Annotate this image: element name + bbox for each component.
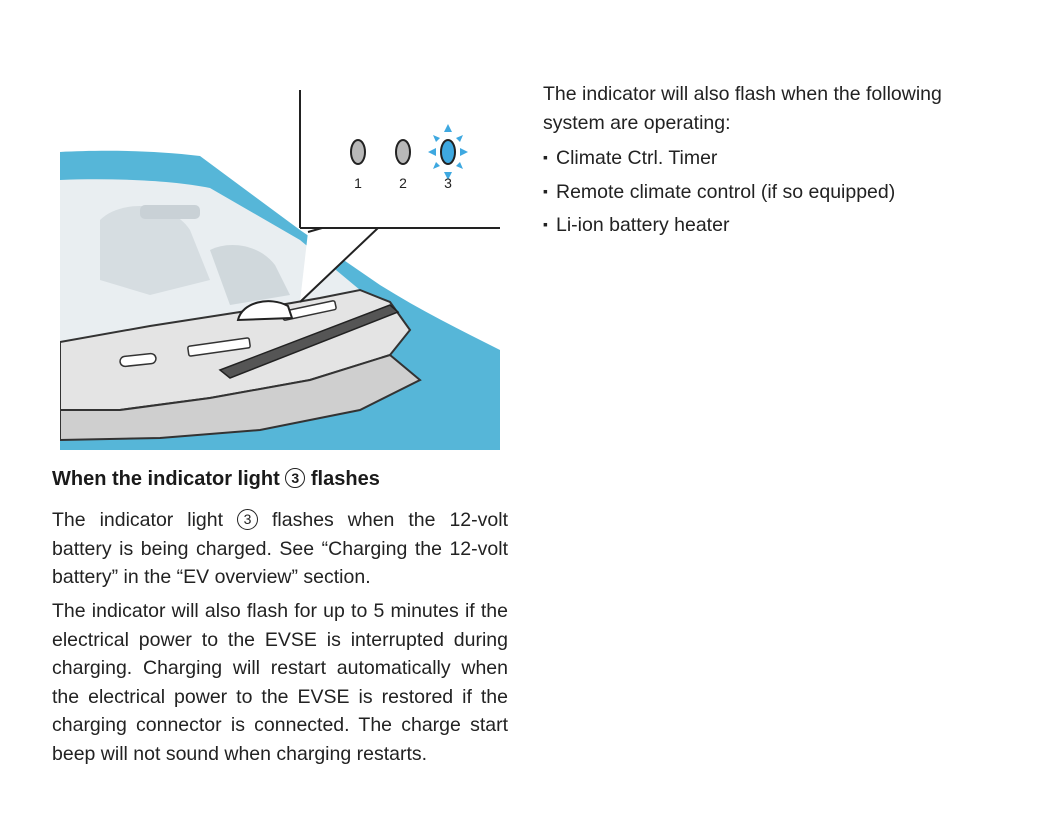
right-intro-text: The indicator will also flash when the following system are operating: bbox=[543, 83, 942, 134]
section-heading bbox=[52, 468, 512, 491]
list-item: ▪ Li-ion battery heater bbox=[543, 208, 895, 242]
paragraph-charging bbox=[52, 506, 508, 592]
circled-number-3: 3 bbox=[285, 468, 305, 488]
bullet-icon: ▪ bbox=[543, 182, 548, 199]
heading-text-before: When the indicator light bbox=[52, 468, 280, 490]
charge-indicator-illustration bbox=[60, 80, 500, 450]
indicator-number-1: 1 bbox=[354, 175, 362, 191]
operating-systems-list bbox=[543, 141, 895, 242]
indicator-number-3: 3 bbox=[444, 175, 452, 191]
p1-text-after: flashes when the 12-volt battery is being charged. See “Charging the 12-volt battery” in the “EV overview” section. bbox=[52, 509, 508, 588]
p1-text-before: The indicator light bbox=[52, 509, 224, 531]
circled-number-3-inline: 3 bbox=[237, 509, 258, 530]
list-item: ▪ Climate Ctrl. Timer bbox=[543, 141, 895, 175]
bullet-icon: ▪ bbox=[543, 216, 548, 232]
indicator-number-2: 2 bbox=[399, 175, 407, 191]
bullet-icon: ▪ bbox=[543, 149, 548, 165]
heading-text-after: flashes bbox=[310, 468, 380, 490]
dashboard-diagram bbox=[60, 80, 500, 450]
paragraph-evse-interrupt: The indicator will also flash for up to 5 minutes if the electrical power to the EVSE is interrupted during charging. Charging will restart automatically when the electrical power to the EVSE is restored if the charging connector is connected. The charge start beep will not sound when charging restarts. bbox=[52, 600, 508, 765]
list-item: ▪ Remote climate control (if so equipped) bbox=[543, 175, 895, 209]
